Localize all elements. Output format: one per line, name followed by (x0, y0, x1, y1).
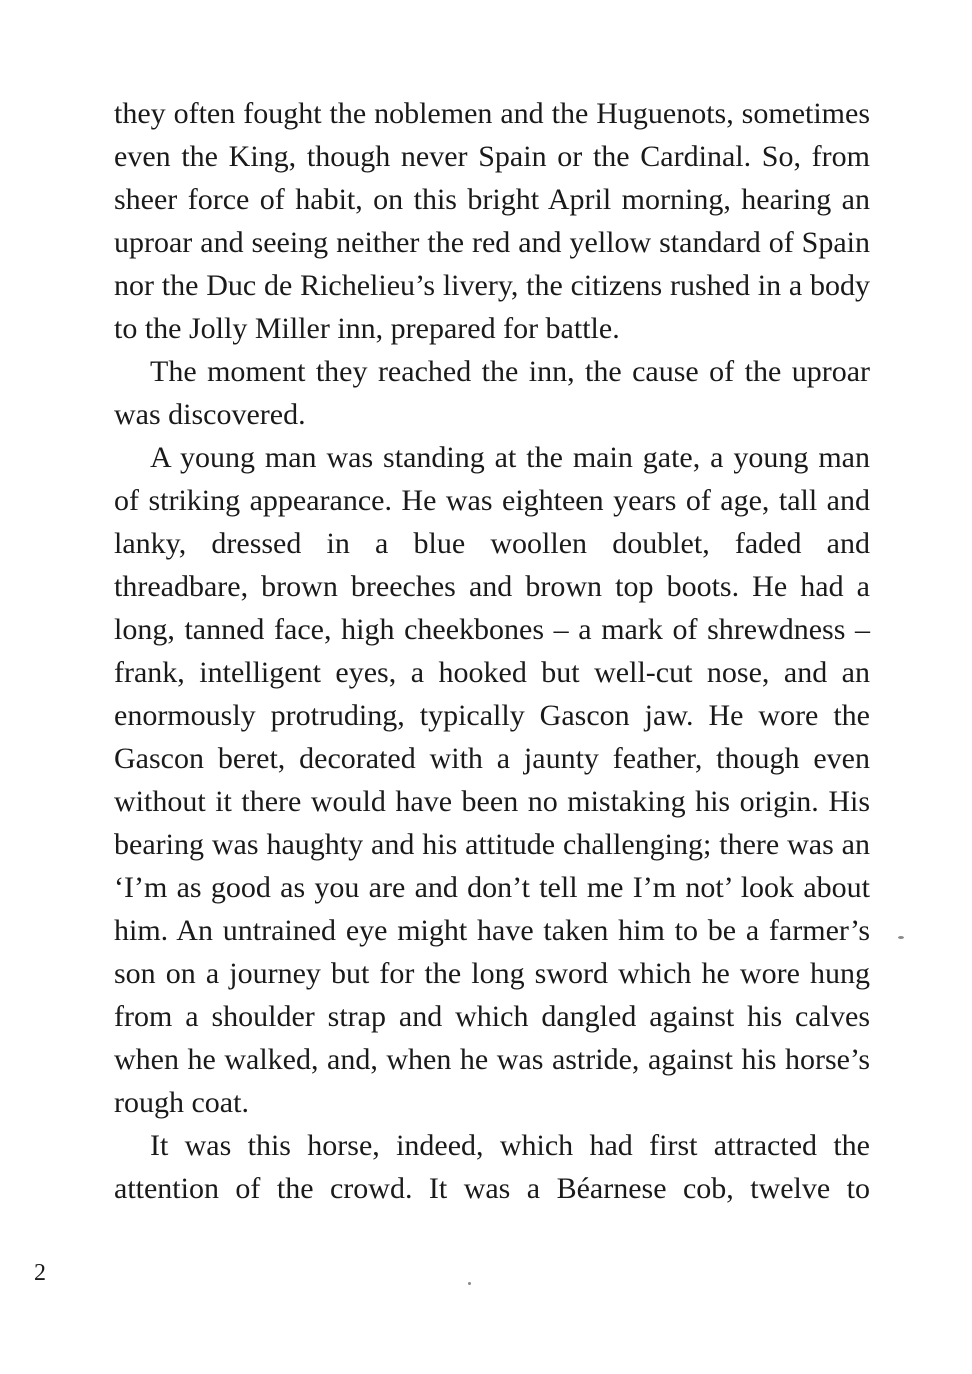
paragraph-inn: The moment they reached the inn, the cause of the uproar was discovered. (114, 355, 870, 431)
page-number: 2 (34, 1260, 46, 1286)
paragraph-young-man: A young man was standing at the main gate, a young man of striking appearance. He was eighteen years of age, tall and lanky, dressed in a blue woollen doublet, faded and threadbare, brown breeches and brown top boots. He had a long, tanned face, high cheekbones – a mark of shrewdness – frank, intelligent eyes, a hooked but well-cut nose, and an enormously protruding, typically Gascon jaw. He wore the Gascon beret, decorated with a jaunty feather, though even without it there would have been no mistaking his origin. His bearing was haughty and his attitude challenging; there was an ‘I’m as good as you are and don’t tell me I’m not’ look about him. An untrained eye might have taken him to be a farmer’s son on a journey but for the long sword which he wore hung from a shoulder strap and which dangled against his calves when he walked, and, when he was astride, against his horse’s rough coat. (114, 441, 870, 1119)
paragraph-continued: they often fought the noblemen and the Huguenots, sometimes even the King, though never Spain or the Cardinal. So, from sheer force of habit, on this bright April morning, hearing an uproar and seeing neither the red and yellow standard of Spain nor the Duc de Richelieu’s livery, the citizens rushed in a body to the Jolly Miller inn, prepared for battle. (114, 97, 870, 345)
print-speck (898, 936, 904, 939)
body-text (114, 92, 870, 1210)
print-speck (468, 1282, 471, 1285)
paragraph-horse: It was this horse, indeed, which had first attracted the attention of the crowd. It was a Béarnese cob, twelve to (114, 1129, 870, 1205)
